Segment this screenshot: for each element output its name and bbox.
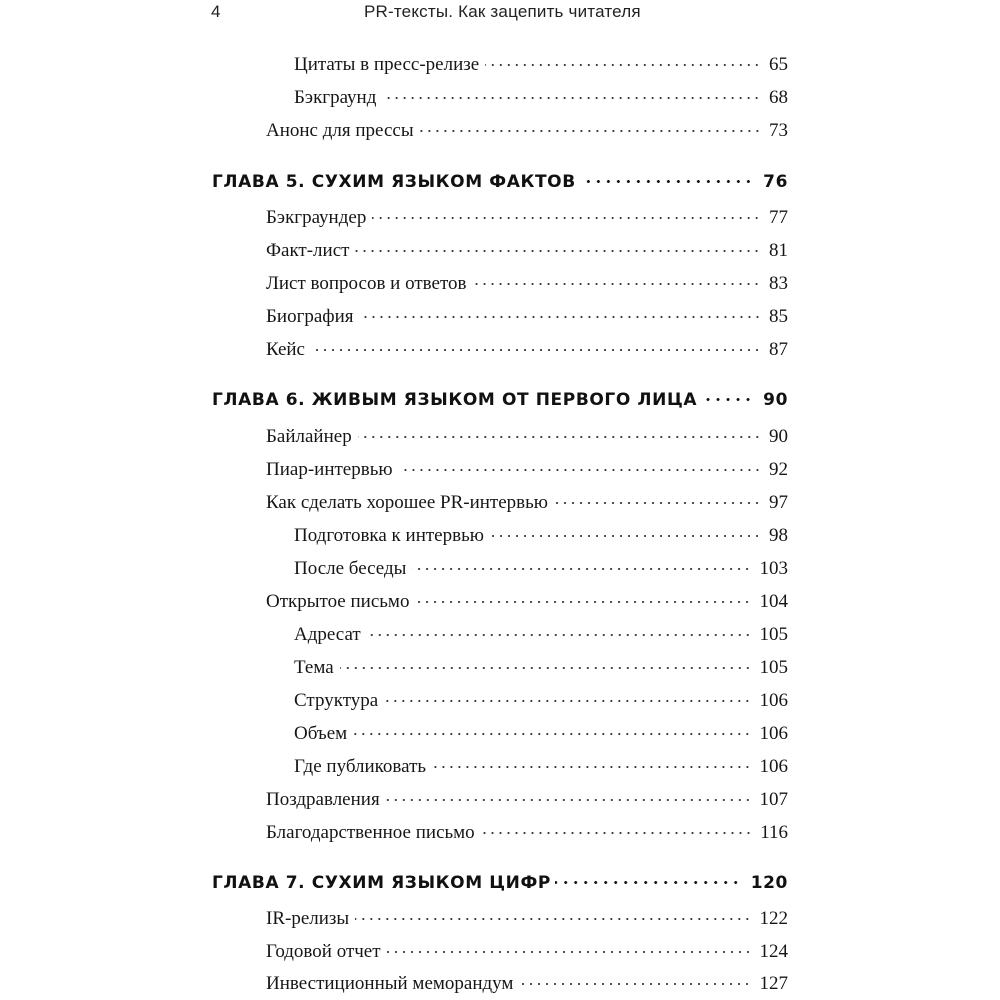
- running-title: PR-тексты. Как зацепить читателя: [364, 2, 641, 21]
- dot-leader: [420, 130, 761, 132]
- chapter-title: ГЛАВА 5. СУХИМ ЯЗЫКОМ ФАКТОВ: [212, 172, 576, 192]
- dot-leader: [701, 398, 753, 401]
- chapter-title: ГЛАВА 7. СУХИМ ЯЗЫКОМ ЦИФР: [212, 873, 551, 893]
- toc-entry-page: 81: [769, 240, 788, 261]
- toc-entry[interactable]: [266, 970, 788, 998]
- toc-entry[interactable]: [294, 654, 788, 682]
- chapter-page: 76: [763, 172, 788, 192]
- toc-entry-label: Благодарственное письмо: [266, 822, 475, 843]
- toc-entry-label: Факт-лист: [266, 240, 350, 261]
- dot-leader: [382, 97, 761, 99]
- toc-entry[interactable]: [266, 489, 788, 517]
- toc-entry-label: Цитаты в пресс-релизе: [294, 54, 480, 75]
- toc-entry-label: Объем: [294, 723, 348, 744]
- toc-entry-page: 116: [760, 822, 788, 843]
- toc-entry-label: Биография: [266, 306, 354, 327]
- toc-entry[interactable]: [294, 753, 788, 781]
- toc-entry-label: Инвестиционный меморандум: [266, 973, 514, 994]
- dot-leader: [519, 983, 751, 985]
- chapter-page: 120: [750, 873, 788, 893]
- toc-entry-label: Годовой отчет: [266, 941, 381, 962]
- toc-entry[interactable]: [294, 51, 788, 79]
- dot-leader: [353, 733, 751, 735]
- dot-leader: [415, 601, 751, 603]
- toc-entry[interactable]: [266, 237, 788, 265]
- toc-entry-page: 106: [759, 690, 788, 711]
- toc-entry[interactable]: [294, 621, 788, 649]
- dot-leader: [355, 250, 761, 252]
- toc-entry[interactable]: [266, 204, 788, 232]
- toc-chapter-entry[interactable]: [212, 869, 788, 897]
- dot-leader: [490, 535, 761, 537]
- toc-chapter-entry[interactable]: [212, 386, 788, 414]
- toc-entry-label: Байлайнер: [266, 426, 352, 447]
- toc-entry-label: Бэкграундер: [266, 207, 367, 228]
- toc-entry-page: 77: [769, 207, 788, 228]
- dot-leader: [372, 217, 761, 219]
- toc-entry-label: Поздравления: [266, 789, 380, 810]
- dot-leader: [311, 349, 761, 351]
- toc-chapter-entry[interactable]: [212, 168, 788, 196]
- toc-entry[interactable]: [266, 819, 788, 847]
- toc-entry-label: Анонс для прессы: [266, 120, 414, 141]
- dot-leader: [481, 832, 753, 834]
- toc-entry-label: Открытое письмо: [266, 591, 410, 612]
- toc-entry-label: IR-релизы: [266, 908, 350, 929]
- dot-leader: [472, 283, 761, 285]
- toc-entry[interactable]: [266, 117, 788, 145]
- toc-entry-label: Адресат: [294, 624, 361, 645]
- toc-entry[interactable]: [266, 938, 788, 966]
- toc-entry-page: 122: [759, 908, 788, 929]
- toc-entry-page: 98: [769, 525, 788, 546]
- toc-entry-page: 97: [769, 492, 788, 513]
- dot-leader: [355, 918, 751, 920]
- toc-entry-label: После беседы: [294, 558, 407, 579]
- toc-entry-page: 106: [759, 723, 788, 744]
- toc-entry-page: 105: [759, 624, 788, 645]
- toc-entry-page: 107: [759, 789, 788, 810]
- dot-leader: [485, 64, 761, 66]
- dot-leader: [555, 881, 741, 884]
- toc-entry[interactable]: [294, 522, 788, 550]
- toc-entry-label: Подготовка к интервью: [294, 525, 484, 546]
- toc-entry[interactable]: [266, 270, 788, 298]
- page-number: 4: [211, 2, 221, 21]
- dot-leader: [432, 766, 751, 768]
- toc-entry[interactable]: [294, 720, 788, 748]
- toc-entry[interactable]: [266, 423, 788, 451]
- dot-leader: [384, 700, 751, 702]
- dot-leader: [554, 502, 761, 504]
- toc-entry[interactable]: [266, 336, 788, 364]
- toc-entry-label: Пиар-интервью: [266, 459, 393, 480]
- toc-entry[interactable]: [294, 687, 788, 715]
- toc-entry-page: 103: [759, 558, 788, 579]
- toc-entry-page: 65: [769, 54, 788, 75]
- dot-leader: [399, 469, 761, 471]
- toc-entry[interactable]: [294, 84, 788, 112]
- toc-entry-label: Структура: [294, 690, 379, 711]
- toc-entry-page: 124: [759, 941, 788, 962]
- toc-entry-label: Тема: [294, 657, 334, 678]
- toc-entry-label: Где публиковать: [294, 756, 427, 777]
- toc-entry-page: 68: [769, 87, 788, 108]
- toc-entry[interactable]: [266, 456, 788, 484]
- toc-entry[interactable]: [294, 555, 788, 583]
- toc-entry-label: Лист вопросов и ответов: [266, 273, 467, 294]
- toc-entry-page: 87: [769, 339, 788, 360]
- toc-entry[interactable]: [266, 303, 788, 331]
- dot-leader: [358, 436, 761, 438]
- toc-entry-page: 104: [759, 591, 788, 612]
- dot-leader: [360, 316, 761, 318]
- toc-entry-page: 83: [769, 273, 788, 294]
- dot-leader: [387, 951, 752, 953]
- toc-entry-label: Бэкграунд: [294, 87, 377, 108]
- toc-entry[interactable]: [266, 905, 788, 933]
- toc-entry-page: 105: [759, 657, 788, 678]
- toc-entry-label: Кейс: [266, 339, 305, 360]
- toc-entry-page: 73: [769, 120, 788, 141]
- dot-leader: [412, 568, 751, 570]
- toc-entry-page: 127: [759, 973, 788, 994]
- chapter-title: ГЛАВА 6. ЖИВЫМ ЯЗЫКОМ ОТ ПЕРВОГО ЛИЦА: [212, 390, 698, 410]
- toc-entry[interactable]: [266, 786, 788, 814]
- toc-entry-label: Как сделать хорошее PR-интервью: [266, 492, 549, 513]
- toc-entry[interactable]: [266, 588, 788, 616]
- toc-entry-page: 85: [769, 306, 788, 327]
- chapter-page: 90: [763, 390, 788, 410]
- toc-entry-page: 92: [769, 459, 788, 480]
- toc-entry-page: 106: [759, 756, 788, 777]
- dot-leader: [340, 667, 752, 669]
- dot-leader: [580, 180, 753, 183]
- dot-leader: [367, 634, 752, 636]
- dot-leader: [386, 799, 752, 801]
- toc-entry-page: 90: [769, 426, 788, 447]
